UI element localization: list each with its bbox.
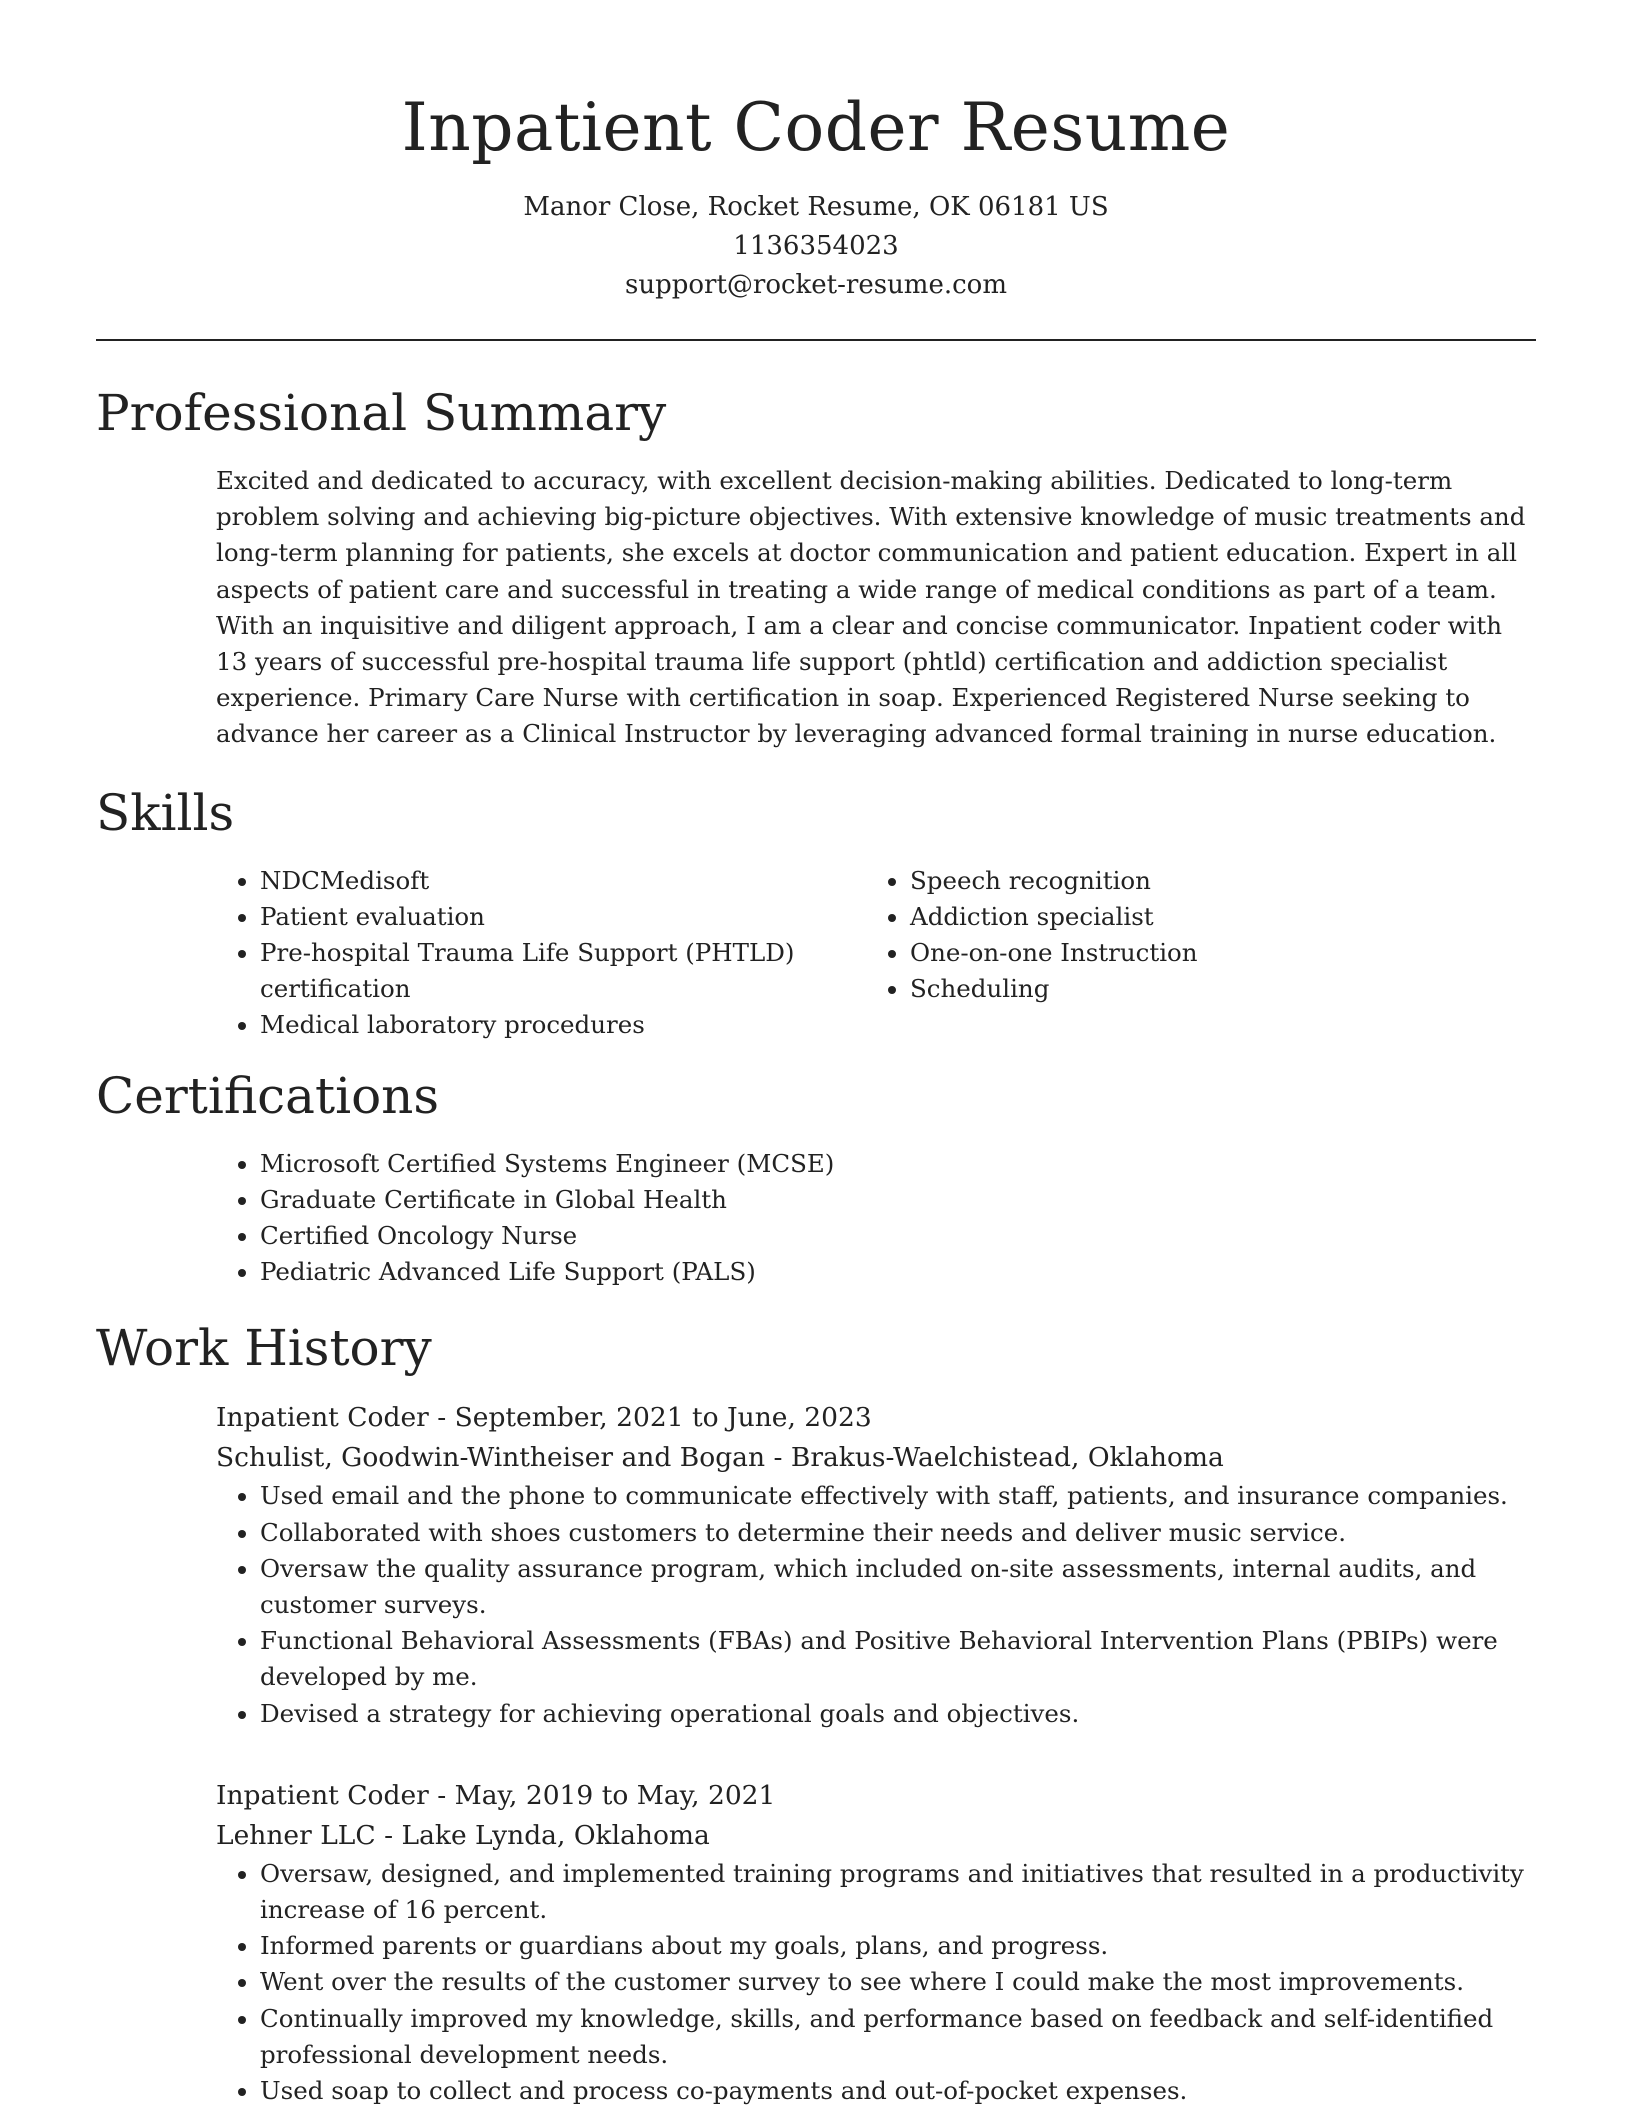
skills-grid [216, 863, 1536, 1044]
work-history-section [96, 1316, 1536, 2109]
job-bullet-list [216, 1856, 1536, 2109]
job-bullet: • Oversaw the quality assurance program, which included on-site assessments, internal audits, and customer surveys. [260, 1551, 1536, 1623]
skill-item: • NDCMedisoft [260, 863, 826, 899]
job-entry [216, 1398, 1536, 1731]
summary-section [96, 381, 1536, 753]
work-history-heading: Work History [96, 1319, 432, 1378]
skills-column-right [866, 863, 1516, 1044]
job-bullet: • Used soap to collect and process co-payments and out-of-pocket expenses. [260, 2073, 1536, 2109]
summary-heading: Professional Summary [96, 384, 667, 442]
resume-page [96, 0, 1536, 2109]
contact-address: Manor Close, Rocket Resume, OK 06181 US [523, 192, 1109, 222]
job-bullet: • Continually improved my knowledge, skills, and performance based on feedback and self-identified professional development needs. [260, 2001, 1536, 2073]
job-bullet: • Informed parents or guardians about my goals, plans, and progress. [260, 1928, 1536, 1964]
header-divider [96, 339, 1536, 341]
certifications-heading: Certifications [96, 1066, 440, 1125]
skill-item: • Speech recognition [910, 863, 1476, 899]
certification-item: • Graduate Certificate in Global Health [260, 1182, 1536, 1218]
summary-text: Excited and dedicated to accuracy, with excellent decision-making abilities. Dedicated to long-term problem solving and achieving big-picture objectives. With extensive knowledge of music treatments and long-term planning for patients, she excels at doctor communication and patient education. Expert in all aspects of patient care and successful in treating a wide range of medical conditions as part of a team. With an inquisitive and diligent approach, I am a clear and concise communicator. Inpatient coder with 13 years of successful pre-hospital trauma life support (phtld) certification and addiction specialist experience. Primary Care Nurse with certification in soap. Experienced Registered Nurse seeking to advance her career as a Clinical Instructor by leveraging advanced formal training in nurse education. [216, 466, 1526, 749]
contact-phone: 1136354023 [733, 231, 899, 261]
skills-section [96, 781, 1536, 1044]
job-title: Inpatient Coder [216, 1779, 429, 1811]
job-bullet-list [216, 1478, 1536, 1731]
job-company-line: Schulist, Goodwin-Wintheiser and Bogan - Brakus-Waelchistead, Oklahoma [216, 1442, 1224, 1474]
job-location: Brakus-Waelchistead, Oklahoma [790, 1442, 1224, 1474]
resume-title: Inpatient Coder Resume [401, 89, 1231, 166]
job-dates: May, 2019 to May, 2021 [454, 1779, 776, 1811]
job-title: Inpatient Coder [216, 1402, 429, 1434]
certifications-section [96, 1064, 1536, 1291]
job-title-line: Inpatient Coder - May, 2019 to May, 2021 [216, 1779, 776, 1811]
skill-item: • Medical laboratory procedures [260, 1007, 826, 1043]
skill-item: • One-on-one Instruction [910, 935, 1476, 971]
job-company: Schulist, Goodwin-Wintheiser and Bogan [216, 1442, 766, 1474]
job-location: Lake Lynda, Oklahoma [401, 1819, 710, 1851]
job-bullet: • Went over the results of the customer survey to see where I could make the most improvements. [260, 1964, 1536, 2000]
certification-item: • Pediatric Advanced Life Support (PALS) [260, 1254, 1536, 1290]
skill-item: • Scheduling [910, 971, 1476, 1007]
skill-item: • Pre-hospital Trauma Life Support (PHTLD) certification [260, 935, 826, 1007]
skills-heading: Skills [96, 783, 235, 842]
job-bullet: • Used email and the phone to communicate effectively with staff, patients, and insurance companies. [260, 1478, 1536, 1514]
job-dates: September, 2021 to June, 2023 [454, 1402, 872, 1434]
certifications-list-wrap [216, 1146, 1536, 1291]
skills-column-left [216, 863, 866, 1044]
skills-list-left [216, 863, 866, 1044]
job-title-line: Inpatient Coder - September, 2021 to June, 2023 [216, 1402, 872, 1434]
job-bullet: • Collaborated with shoes customers to determine their needs and deliver music service. [260, 1515, 1536, 1551]
contact-email: support@rocket-resume.com [624, 270, 1007, 300]
job-bullet: • Oversaw, designed, and implemented training programs and initiatives that resulted in a productivity increase of 16 percent. [260, 1856, 1536, 1928]
certifications-list [216, 1146, 1536, 1291]
skills-list-right [866, 863, 1516, 1008]
job-entry [216, 1776, 1536, 2109]
job-company: Lehner LLC [216, 1819, 376, 1851]
certification-item: • Microsoft Certified Systems Engineer (MCSE) [260, 1146, 1536, 1182]
contact-block [96, 188, 1536, 305]
skill-item: • Addiction specialist [910, 899, 1476, 935]
skill-item: • Patient evaluation [260, 899, 826, 935]
job-company-line: Lehner LLC - Lake Lynda, Oklahoma [216, 1819, 710, 1851]
job-bullet: • Functional Behavioral Assessments (FBAs) and Positive Behavioral Intervention Plans (PBIPs) were developed by me. [260, 1623, 1536, 1695]
job-bullet: • Devised a strategy for achieving operational goals and objectives. [260, 1696, 1536, 1732]
certification-item: • Certified Oncology Nurse [260, 1218, 1536, 1254]
